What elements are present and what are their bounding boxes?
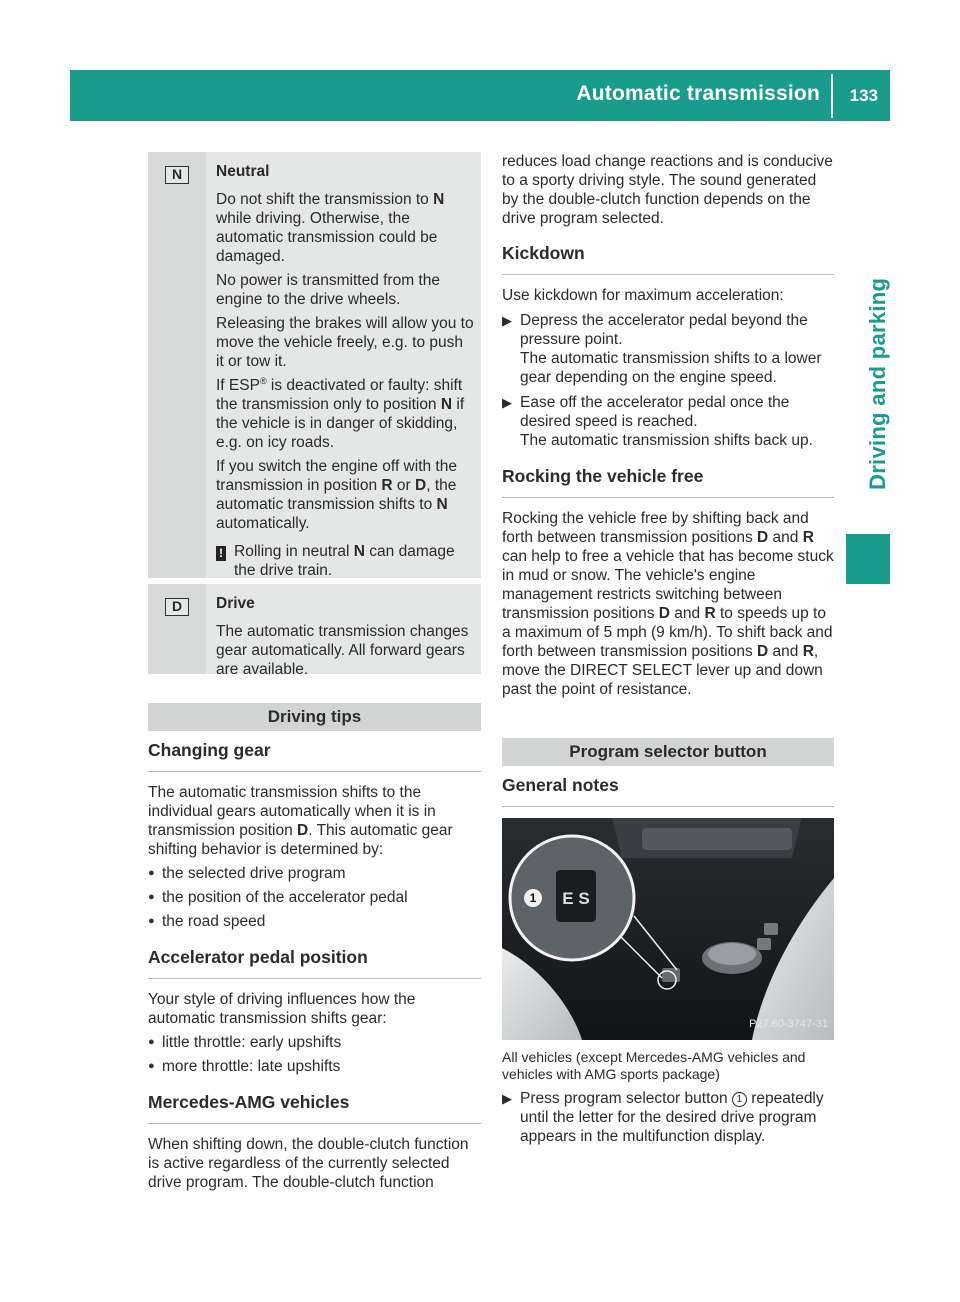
warning-text: Rolling in neutral N can damage the drive train. [234,543,455,579]
gear-description [206,152,481,578]
paragraph: Releasing the brakes will allow you to move the vehicle freely, e.g. to push it or tow it. [216,315,474,370]
callout-number: 1 [529,891,537,905]
paragraph: When shifting down, the double-clutch function is active regardless of the currently selected drive program. The double-clutch function [148,1136,469,1191]
paragraph: Rocking the vehicle free by shifting back and forth between transmission positions D and R can help to free a vehicle that has become stuck in mud or snow. The vehicle's engine management restricts switching between transmission positions D and R to speeds up to a maximum of 5 mph (9 km/h). To shift back and forth between transmission positions D and R, move the DIRECT SELECT lever up and down past the point of resistance. [502,510,834,698]
paragraph: If ESP® is deactivated or faulty: shift the transmission only to position N if the vehicle is in danger of skidding, e.g. on icy roads. [216,375,465,451]
chapter-title: Automatic transmission [576,82,820,105]
paragraph: Your style of driving influences how the automatic transmission shifts gear: [148,991,416,1027]
page-header [70,70,890,121]
section-heading: General notes [502,776,834,807]
side-tab-label: Driving and parking [865,277,890,490]
side-tab [846,160,890,520]
section-heading: Kickdown [502,244,834,275]
section-banner: Driving tips [148,703,481,731]
paragraph: No power is transmitted from the engine to the drive wheels. [216,272,440,308]
bullet-icon: ● [148,867,155,879]
side-tab-block [846,534,890,584]
instruction-step: ▶ Press program selector button 1 repeatedly until the letter for the desired drive program appears in the multifunction display. [502,1090,824,1145]
image-caption: All vehicles (except Mercedes-AMG vehicles and vehicles with AMG sports package) [502,1049,806,1082]
section-banner: Program selector button [502,738,834,766]
list-item: ● the selected drive program [148,865,346,882]
section-heading: Mercedes-AMG vehicles [148,1093,481,1124]
gear-description [206,584,481,678]
list-item: ● the road speed [148,913,266,930]
warning-note [216,542,475,580]
paragraph: If you switch the engine off with the transmission in position R or D, the automatic transmission shifts to N automatically. [216,458,457,532]
warning-icon: ! [216,542,234,580]
step-arrow-icon: ▶ [502,313,512,328]
drive-symbol-icon: D [165,598,189,616]
right-column [502,152,834,1146]
neutral-symbol-icon: N [165,166,189,184]
gear-name: Drive [216,595,255,612]
page-number: 133 [849,86,878,105]
instruction-step: ▶ Ease off the accelerator pedal once the desired speed is reached. The automatic transmission shifts back up. [502,394,813,449]
step-arrow-icon: ▶ [502,395,512,410]
gear-key [148,584,206,674]
section-heading: Accelerator pedal position [148,948,481,979]
console-illustration [502,818,834,1040]
gear-table [148,152,481,678]
section-heading: Rocking the vehicle free [502,467,834,498]
paragraph: The automatic transmission shifts to the individual gears automatically when it is in transmission position D. This automatic gear shifting behavior is determined by: [148,784,453,858]
gear-row-drive [148,584,481,678]
bullet-icon: ● [148,1060,155,1072]
gear-row-neutral [148,152,481,578]
paragraph: Use kickdown for maximum acceleration: [502,287,784,304]
header-divider [831,74,833,118]
paragraph: reduces load change reactions and is conducive to a sporty driving style. The sound generated by the double-clutch function depends on the drive program selected. [502,153,833,227]
gear-key [148,152,206,578]
step-arrow-icon: ▶ [502,1091,512,1106]
instruction-step: ▶ Depress the accelerator pedal beyond the pressure point. The automatic transmission shifts to a lower gear depending on the engine speed. [502,312,822,386]
list-item: ● the position of the accelerator pedal [148,889,408,906]
list-item: ● little throttle: early upshifts [148,1034,342,1051]
section-heading: Changing gear [148,741,481,772]
bullet-icon: ● [148,1036,155,1048]
image-code: P27.60-3747-31 [749,1018,828,1030]
list-item: ● more throttle: late upshifts [148,1058,341,1075]
gear-name: Neutral [216,163,270,180]
driving-tips-section [148,703,481,1192]
console-photo [502,818,834,1040]
paragraph: Do not shift the transmission to N while driving. Otherwise, the automatic transmission could be damaged. [216,191,445,265]
bullet-icon: ● [148,891,155,903]
paragraph: The automatic transmission changes gear automatically. All forward gears are available. [216,623,469,678]
svg-text:E S: E S [562,889,590,908]
callout-inline: 1 [732,1092,747,1107]
bullet-icon: ● [148,915,155,927]
